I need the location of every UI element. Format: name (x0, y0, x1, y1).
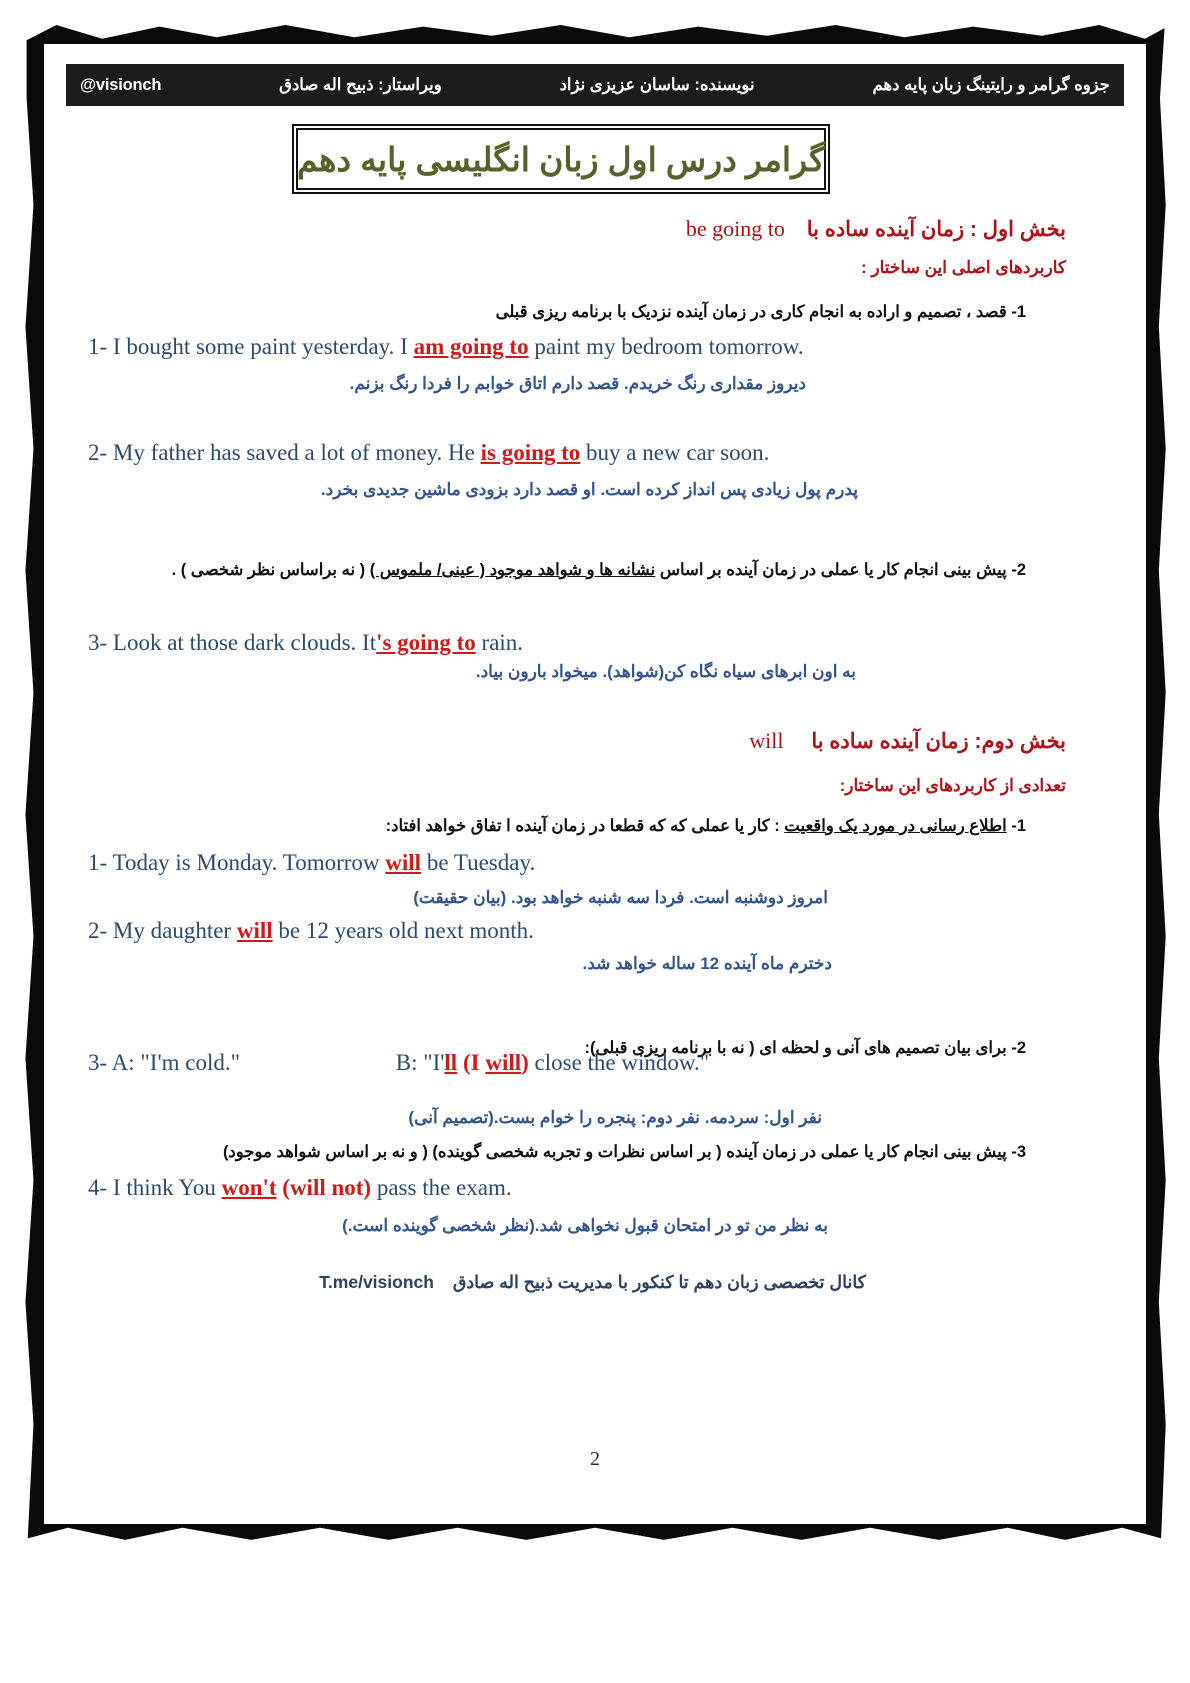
s2-example-2-pre: My daughter (112, 918, 237, 943)
s2-usage-2-number: 2- (1011, 1039, 1026, 1057)
footer-credit (66, 1272, 866, 1293)
example-3-pre: Look at those dark clouds. It (112, 630, 377, 655)
section1-heading-en: be going to (685, 216, 785, 241)
document-title-box (296, 128, 826, 190)
dialogue-num: 3- (88, 1050, 108, 1075)
dialogue-b-post: close the window." (528, 1050, 710, 1075)
example-2-pre: My father has saved a lot of money. He (112, 440, 481, 465)
section2-heading (66, 728, 1066, 754)
section2-heading-fa: بخش دوم: زمان آینده ساده با (811, 730, 1066, 753)
usage-2-text-before: پیش بینی انجام کار یا عملی در زمان آینده بر اساس (655, 561, 1007, 579)
example-1-post: paint my bedroom tomorrow. (528, 334, 804, 359)
example-3-highlight: 's going to (376, 630, 476, 655)
s2-example-4-mid: (will not) (276, 1175, 372, 1200)
example-2-num: 2- (88, 440, 108, 465)
usage-2-text-underline: نشانه ها و شواهد موجود ( عینی/ ملموس ) (369, 561, 656, 579)
page-number: 2 (590, 1448, 600, 1470)
s2-usage-1-underline: اطلاع رسانی در مورد یک واقعیت (784, 817, 1007, 835)
section1-translation-3: به اون ابرهای سیاه نگاه کن(شواهد). میخواد بارون بیاد. (475, 662, 856, 681)
s2-usage-1-post: : کار یا عملی که که قطعا در زمان آینده ا تفاق خواهد افتاد: (385, 817, 785, 835)
dialogue-speaker-a: A: "I'm cold." (111, 1050, 240, 1075)
s2-example-4-num: 4- (88, 1175, 108, 1200)
section2-usage-1 (66, 816, 1026, 836)
section1-translation-2: پدرم پول زیادی پس انداز کرده است. او قصد دارد بزودی ماشین جدیدی بخرد. (320, 480, 858, 499)
document-title: گرامر درس اول زبان انگلیسی پایه دهم (297, 140, 825, 178)
section1-heading-fa: بخش اول : زمان آینده ساده با (806, 218, 1066, 241)
example-1-pre: I bought some paint yesterday. I (112, 334, 414, 359)
s2-example-2-num: 2- (88, 918, 108, 943)
dialogue-b-paren: ) (521, 1050, 529, 1075)
section2-translation-4: به نظر من تو در امتحان قبول نخواهی شد.(نظر شخصی گوینده است.) (342, 1216, 828, 1235)
s2-usage-3-number: 3- (1011, 1143, 1026, 1161)
dialogue-b-mid: (I (457, 1050, 486, 1075)
section1-translation-1: دیروز مقداری رنگ خریدم. قصد دارم اتاق خوابم را فردا رنگ بزنم. (349, 374, 806, 393)
section2-example-1 (88, 850, 1088, 876)
section2-subheading: تعدادی از کاربردهای این ساختار: (839, 776, 1066, 795)
section1-subheading: کاربردهای اصلی این ساختار : (861, 258, 1066, 277)
example-3-post: rain. (475, 630, 524, 655)
section1-usage-1 (66, 302, 1026, 322)
header-title: جزوه گرامر و رایتینگ زبان پایه دهم (872, 76, 1110, 94)
s2-example-2-highlight: will (236, 918, 273, 943)
s2-example-1-pre: Today is Monday. Tomorrow (112, 850, 386, 875)
dialogue-b-pre: B: "I' (395, 1050, 445, 1075)
section2-dialogue-translation: نفر اول: سردمه. نفر دوم: پنجره را خوام بست.(تصمیم آنی) (408, 1108, 822, 1127)
example-2-post: buy a new car soon. (580, 440, 770, 465)
section1-usage-2 (66, 560, 1026, 580)
s2-example-2-post: be 12 years old next month. (272, 918, 534, 943)
s2-example-4-post: pass the exam. (371, 1175, 512, 1200)
section2-translation-2: دخترم ماه آینده 12 ساله خواهد شد. (582, 954, 832, 973)
section2-translation-1: امروز دوشنبه است. فردا سه شنبه خواهد بود. (بیان حقیقت) (413, 888, 828, 907)
header-band (66, 64, 1124, 106)
section2-example-2 (88, 918, 1088, 944)
dialogue-b-highlight-2: will (485, 1050, 522, 1075)
s2-example-1-post: be Tuesday. (421, 850, 536, 875)
s2-example-1-highlight: will (385, 850, 422, 875)
example-3-num: 3- (88, 630, 108, 655)
section1-heading (66, 216, 1066, 242)
footer-fa-text: کانال تخصصی زبان دهم تا کنکور با مدیریت ذبیح اله صادق (452, 1272, 866, 1292)
section1-example-1 (88, 334, 1088, 360)
header-handle: @visionch (80, 75, 162, 94)
section2-usage-3 (66, 1142, 1026, 1162)
s2-example-4-pre: I think You (112, 1175, 222, 1200)
dialogue-b-highlight-1: ll (444, 1050, 458, 1075)
footer-telegram-link[interactable]: T.me/visionch (319, 1272, 434, 1292)
usage-1-text: قصد ، تصمیم و اراده به انجام کاری در زمان آینده نزدیک با برنامه ریزی قبلی (495, 303, 1007, 321)
section1-example-2 (88, 440, 1088, 466)
section1-example-3 (88, 630, 1088, 656)
example-2-highlight: is going to (480, 440, 581, 465)
example-1-num: 1- (88, 334, 108, 359)
header-editor: ویراستار: ذبیح اله صادق (279, 76, 442, 94)
s2-usage-2-text: برای بیان تصمیم های آنی و لحظه ای ( نه با برنامه ریزی قبلی): (584, 1039, 1007, 1057)
s2-example-1-num: 1- (88, 850, 108, 875)
usage-2-number: 2- (1011, 561, 1026, 579)
s2-example-4-highlight: won't (221, 1175, 277, 1200)
usage-2-text-after: ( نه براساس نظر شخصی ) . (171, 561, 370, 579)
section2-dialogue (88, 1050, 1088, 1076)
usage-1-number: 1- (1011, 303, 1026, 321)
example-1-highlight: am going to (413, 334, 529, 359)
header-author: نویسنده: ساسان عزیزی نژاد (559, 76, 755, 94)
s2-usage-3-text: پیش بینی انجام کار یا عملی در زمان آینده ( بر اساس نظرات و تجربه شخصی گوینده) ( و نه بر اساس شواهد موجود) (222, 1143, 1007, 1161)
section2-heading-en: will (749, 728, 784, 753)
s2-usage-1-number: 1- (1011, 817, 1026, 835)
section2-example-4 (88, 1175, 1088, 1201)
